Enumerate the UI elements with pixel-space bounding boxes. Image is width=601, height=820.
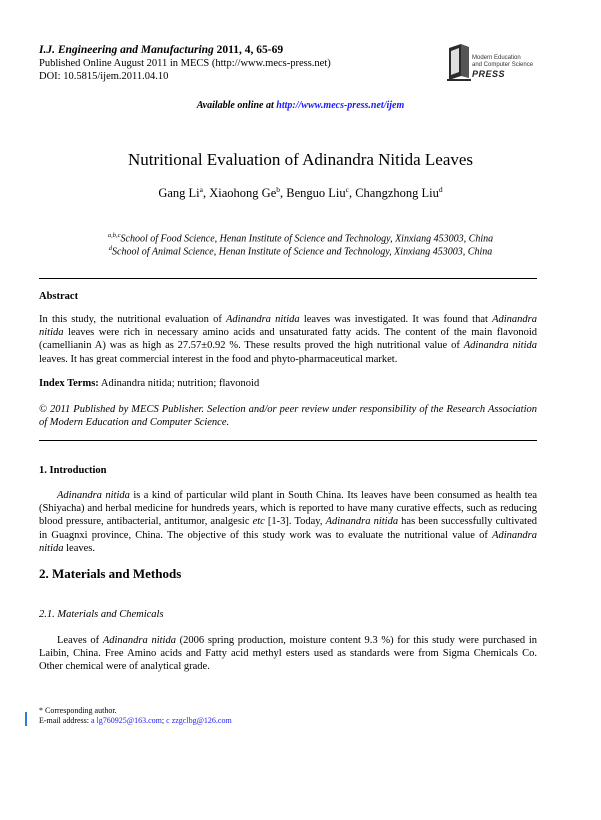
intro-text: [1-3]. Today, [264, 516, 326, 528]
author-name: Benguo Liu [286, 186, 346, 201]
intro-text: is a kind of particular wild plant in South China. Its leaves have been consumed as health tea (Shiyacha) and herbal medicine for hundreds years, which is reported to have many curative effects, such as reducing blood pressure, antibacterial, antitumor, analgesic [39, 490, 537, 528]
species-name: Adinandra nitida [102, 635, 176, 646]
materials-body [39, 634, 537, 674]
subsection-heading: 2.1. Materials and Chemicals [39, 609, 164, 620]
doi-line: DOI: 10.5815/ijem.2011.04.10 [39, 71, 169, 82]
email-label: E-mail address: [39, 716, 91, 725]
affiliation-sup: a,b,c [107, 232, 121, 239]
intro-text: leaves. [63, 542, 96, 554]
author-name: Changzhong Liu [355, 186, 439, 201]
species-name: Adinandra nitida [226, 314, 300, 325]
affiliation-1 [0, 232, 601, 244]
index-terms-text: Adinandra nitida; nutrition; flavonoid [98, 378, 260, 389]
author-name: Xiaohong Ge [209, 186, 277, 201]
abstract-body [39, 313, 537, 366]
journal-header [39, 43, 283, 57]
corresponding-author-note: * Corresponding author. [39, 706, 117, 715]
materials-text: Leaves of [57, 635, 103, 646]
author-sup: a [199, 185, 203, 194]
species-name: Adinandra nitida [57, 490, 130, 501]
abstract-heading: Abstract [39, 291, 79, 302]
available-online [0, 100, 601, 111]
abstract-text: leaves. It has great commercial interest in the food and phyto-pharmaceutical market. [39, 353, 398, 365]
affiliation-2 [0, 245, 601, 257]
index-terms-label: Index Terms: [39, 378, 99, 389]
section2-heading: 2. Materials and Methods [39, 566, 182, 581]
author-sup: c [345, 185, 349, 194]
email-link-2[interactable]: c zzgclbg@126.com [166, 716, 232, 725]
email-link-1[interactable]: a lg760925@163.com [90, 716, 162, 725]
footnote-marker-bar [25, 712, 27, 726]
species-name: Adinandra nitida [325, 516, 399, 528]
available-prefix: Available online at [196, 100, 277, 111]
intro-text: has been successfully cultivated in Guagnxi province, China. The objective of this study work was to evaluate the nutritional value of [39, 516, 537, 541]
author-list: Gang Li$^a$, Xiaohong Ge$^b$, Benguo Liu$^c$, Changzhong Liu$^d$ [158, 185, 443, 201]
species-name: Adinandra nitida [39, 529, 537, 554]
abstract-text: In this study, the nutritional evaluation of [39, 314, 227, 325]
journal-name: I.J. Engineering and Manufacturing [39, 44, 214, 56]
email-line [39, 716, 232, 726]
journal-volume: 2011, 4, 65-69 [213, 44, 284, 56]
logo-text [472, 55, 533, 68]
logo-line1: Modern Education [472, 55, 521, 61]
paper-title: Nutritional Evaluation of Adinandra Nitida Leaves [127, 150, 474, 169]
affiliation-sup: d [108, 245, 113, 252]
intro-body [39, 489, 537, 555]
journal-url-link[interactable]: http://www.mecs-press.net/ijem [276, 100, 405, 111]
affiliation-text: School of Animal Science, Henan Institute of Science and Technology, Xinxiang 453003, China [112, 246, 493, 258]
email-separator: ; [161, 716, 167, 725]
abstract-text: leaves was investigated. It was found that [299, 314, 493, 325]
author-name: Gang Li [158, 186, 200, 201]
copyright-note: © 2011 Published by MECS Publisher. Selection and/or peer review under responsibility of the Research Association of Modern Education and Computer Science. [39, 404, 537, 429]
publisher-logo [447, 42, 557, 82]
abstract-text: leaves were rich in necessary amino acids and unsaturated fatty acids. The content of the main flavonoid (camellianin A) was as high as 27.57±0.92 %. These results proved the high nutritional value of [39, 327, 537, 352]
divider [39, 440, 537, 441]
species-name: Adinandra nitida [39, 314, 538, 339]
author-sup: b [276, 185, 280, 194]
materials-text: (2006 spring production, moisture content 9.3 %) for this study were purchased in Laibin, China. Free Amino acids and Fatty acid methyl esters used as standards were from Sigma Chemicals Co. Other chemical were of analytical grade. [39, 635, 537, 673]
species-name: Adinandra nitida [463, 340, 537, 352]
logo-press: PRESS [472, 69, 506, 79]
affiliation-text: School of Food Science, Henan Institute of Science and Technology, Xinxiang 453003, China [120, 233, 494, 245]
published-line: Published Online August 2011 in MECS (http://www.mecs-press.net) [39, 58, 331, 69]
logo-line2: and Computer Science [472, 61, 534, 68]
book-stack-icon [447, 42, 473, 82]
etc-text: etc [252, 516, 265, 528]
intro-heading: 1. Introduction [39, 465, 107, 476]
divider [39, 278, 537, 279]
index-terms [39, 377, 537, 390]
author-sup: d [438, 185, 443, 194]
